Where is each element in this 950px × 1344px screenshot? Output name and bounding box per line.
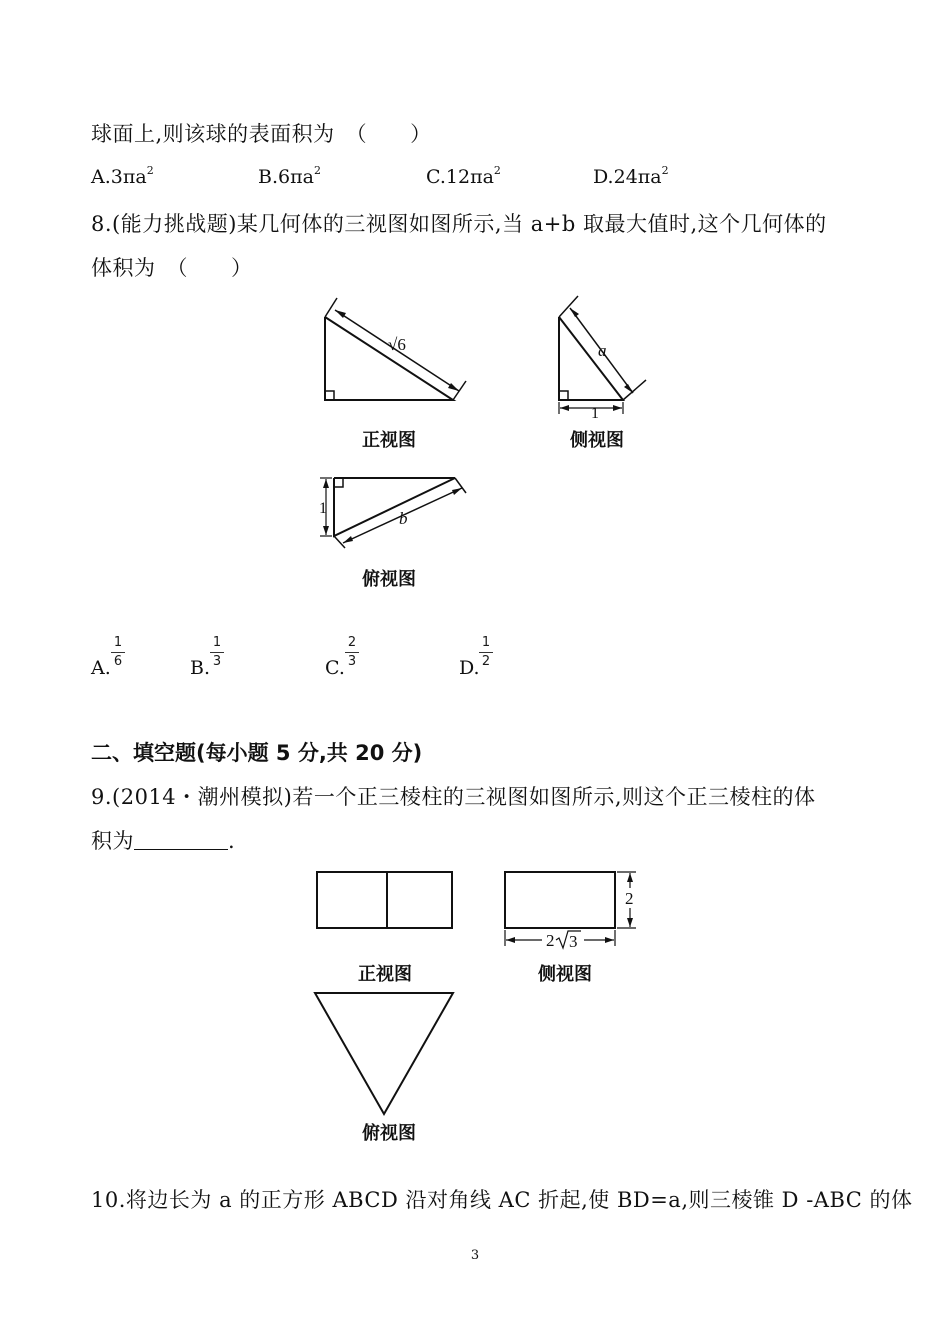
q8-top-view: [320, 478, 466, 548]
q7-stem-tail: 球面上,则该球的表面积为 （ ）: [91, 122, 432, 146]
q9-side-height-label: 2: [625, 889, 634, 908]
q8-side-a-label: a: [598, 341, 607, 360]
q9-side-caption: 侧视图: [538, 964, 592, 985]
q8-stem-line1: 8.(能力挑战题)某几何体的三视图如图所示,当 a+b 取最大值时,这个几何体的: [91, 212, 827, 236]
q9-front-view: [317, 872, 452, 928]
q8-top-b-label: b: [399, 509, 408, 528]
q8-front-caption: 正视图: [362, 430, 416, 451]
q10-stem-line1: 10.将边长为 a 的正方形 ABCD 沿对角线 AC 折起,使 BD=a,则三棱锥 D -ABC 的体: [91, 1188, 913, 1212]
q7-option-c: $C.12\pi a^2$: [426, 164, 501, 188]
page-number: 3: [470, 1248, 480, 1263]
q8-option-c-fraction: 2 3: [345, 636, 359, 669]
q9-top-caption: 俯视图: [362, 1123, 416, 1144]
q8-front-sqrt6-label: √6: [388, 335, 406, 354]
q9-side-width-coef: 2: [546, 931, 555, 950]
q8-option-d-label: D.: [459, 657, 480, 679]
q8-top-1-label: 1: [319, 500, 327, 517]
q8-option-a-label: A.: [91, 657, 111, 679]
q9-answer-blank: [134, 831, 228, 850]
q7-option-b: $B.6\pi a^2$: [258, 164, 321, 188]
q8-side-caption: 侧视图: [570, 430, 624, 451]
q9-stem-line2: 积为 .: [91, 829, 236, 853]
q7-option-d: $D.24\pi a^2$: [593, 164, 669, 188]
q9-top-view: [315, 993, 453, 1114]
q9-stem-line1: 9.(2014・潮州模拟)若一个正三棱柱的三视图如图所示,则这个正三棱柱的体: [91, 785, 816, 809]
q8-option-a-fraction: 1 6: [111, 636, 125, 669]
q8-option-c-label: C.: [325, 657, 345, 679]
q8-option-b-fraction: 1 3: [210, 636, 224, 669]
section-2-heading: 二、填空题(每小题 5 分,共 20 分): [91, 741, 423, 765]
q8-side-1-label: 1: [591, 405, 599, 422]
q8-option-d-fraction: 1 2: [479, 636, 493, 669]
q9-front-caption: 正视图: [358, 964, 412, 985]
q9-three-view-figure: [0, 860, 950, 1150]
q8-three-view-figure: [0, 290, 950, 650]
q8-top-caption: 俯视图: [362, 569, 416, 590]
q9-side-width-rad: 3: [569, 932, 578, 951]
q8-stem-line2: 体积为 （ ）: [91, 256, 253, 280]
q7-option-a: $A.3\pi a^2$: [91, 164, 154, 188]
q8-option-b-label: B.: [190, 657, 211, 679]
